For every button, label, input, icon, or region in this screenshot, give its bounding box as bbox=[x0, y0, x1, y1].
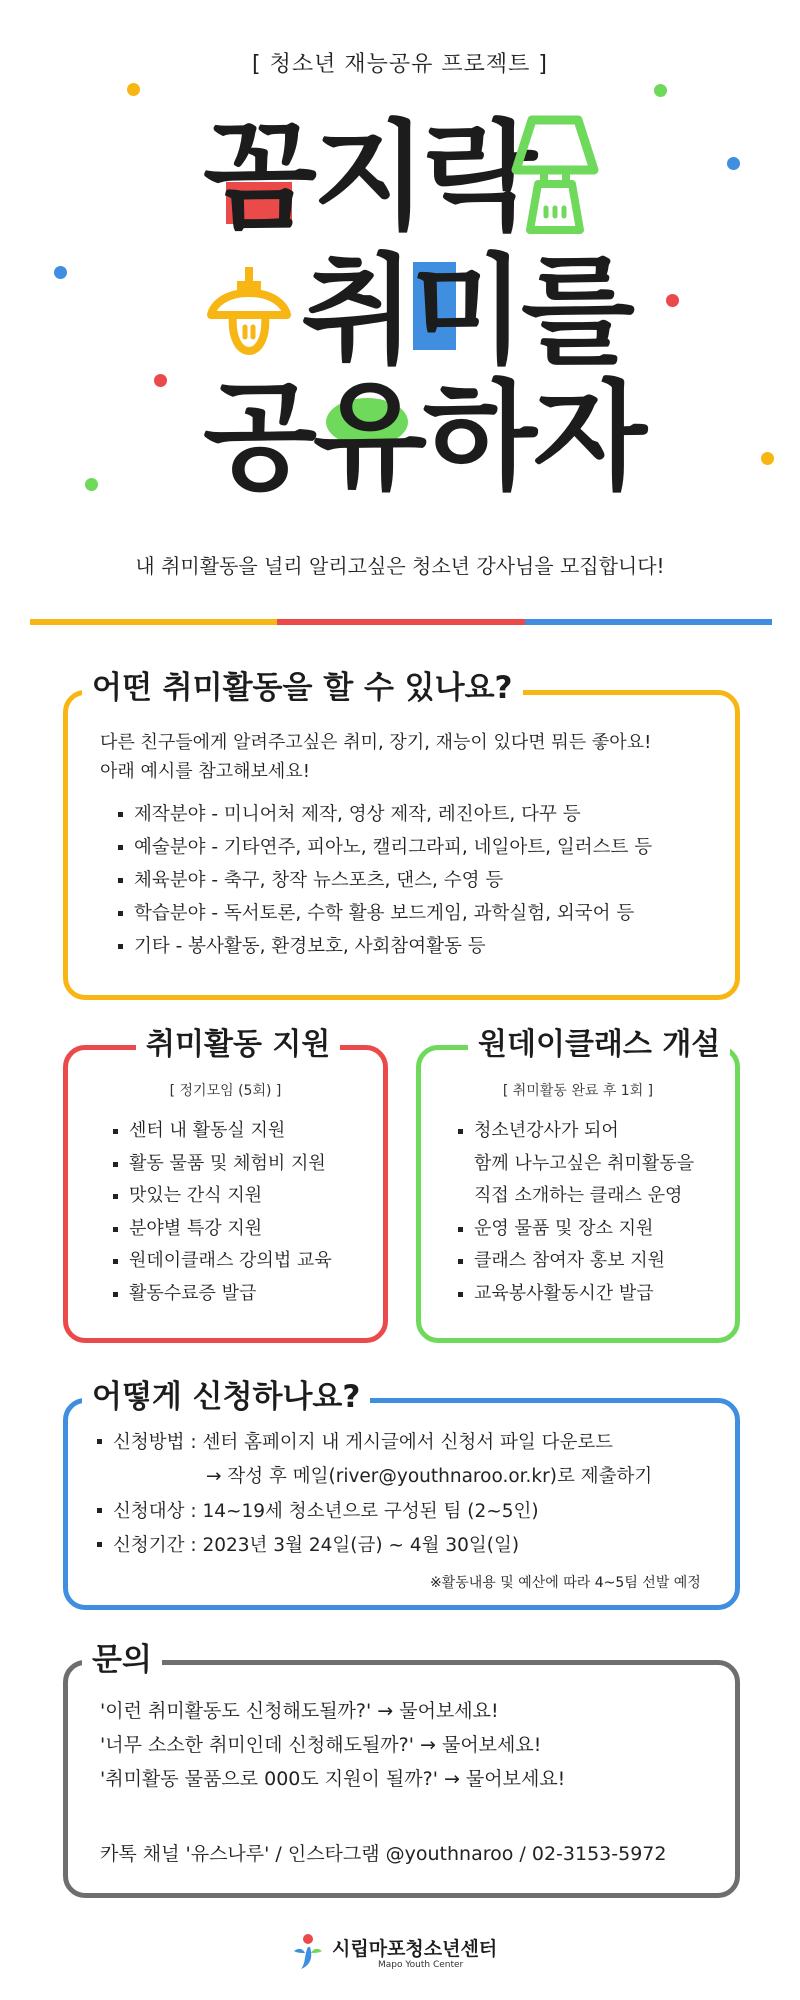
contact-question: '취미활동 물품으로 000도 지원이 될까?' → 물어보세요! bbox=[100, 1768, 566, 1790]
list-item: 예술분야 - 기타연주, 피아노, 캘리그라피, 네일아트, 일러스트 등 bbox=[118, 831, 652, 864]
title-line-3: 공유하자 bbox=[203, 368, 643, 506]
project-subtitle: [ 청소년 재능공유 프로젝트 ] bbox=[252, 52, 548, 77]
title-line-1: 꼼지락 bbox=[203, 108, 533, 246]
ceiling-lamp-icon bbox=[205, 265, 293, 365]
list-item-line: 직접 소개하는 클래스 운영 bbox=[474, 1185, 683, 1206]
list-item: 운영 물품 및 장소 지원 bbox=[458, 1213, 694, 1246]
mapo-youth-center-logo-icon bbox=[291, 1933, 325, 1971]
apply-target: 신청대상 : 14~19세 청소년으로 구성된 팀 (2~5인) bbox=[113, 1497, 539, 1523]
list-item: 맛있는 간식 지원 bbox=[113, 1180, 332, 1213]
activities-intro bbox=[100, 728, 651, 786]
title-line-2: 취미를 bbox=[301, 242, 631, 380]
list-item-line: 함께 나누고싶은 취미활동을 bbox=[474, 1152, 695, 1174]
lead-text: 내 취미활동을 널리 알리고싶은 청소년 강사님을 모집합니다! bbox=[135, 554, 665, 578]
activities-intro-line: 아래 예시를 참고해보세요! bbox=[100, 761, 310, 782]
apply-note: ※활동내용 및 예산에 따라 4~5팀 선발 예정 bbox=[430, 1575, 701, 1591]
support-sub: [ 정기모임 (5회) ] bbox=[169, 1083, 282, 1099]
decorative-dot bbox=[654, 84, 667, 97]
contact-title: 문의 bbox=[82, 1645, 162, 1676]
support-list bbox=[113, 1115, 332, 1310]
contact-question: '너무 소소한 취미인데 신청해도될까?' → 물어보세요! bbox=[100, 1734, 542, 1756]
list-item: 분야별 특강 지원 bbox=[113, 1213, 332, 1246]
color-divider bbox=[30, 619, 772, 625]
apply-period: 신청기간 : 2023년 3월 24일(금) ~ 4월 30일(일) bbox=[113, 1531, 519, 1557]
apply-title: 어떻게 신청하나요? bbox=[82, 1382, 370, 1413]
list-item: 학습분야 - 독서토론, 수학 활용 보드게임, 과학실험, 외국어 등 bbox=[118, 897, 652, 930]
activities-intro-line: 다른 친구들에게 알려주고싶은 취미, 장기, 재능이 있다면 뭐든 좋아요! bbox=[100, 732, 652, 753]
activities-title: 어떤 취미활동을 할 수 있나요? bbox=[82, 673, 523, 704]
apply-method: 신청방법 : 센터 홈페이지 내 게시글에서 신청서 파일 다운로드 bbox=[113, 1428, 613, 1454]
apply-method-cont: → 작성 후 메일(river@youthnaroo.or.kr)로 제출하기 bbox=[206, 1466, 653, 1487]
org-name: 시립마포청소년센터 bbox=[332, 1938, 498, 1960]
list-item: 제작분야 - 미니어처 제작, 영상 제작, 레진아트, 다꾸 등 bbox=[118, 798, 652, 831]
list-item bbox=[458, 1115, 694, 1213]
org-sub: Mapo Youth Center bbox=[378, 1960, 464, 1970]
list-item: 활동수료증 발급 bbox=[113, 1278, 332, 1311]
list-item-line: 청소년강사가 되어 bbox=[474, 1120, 619, 1141]
oneday-title: 원데이클래스 개설 bbox=[468, 1030, 730, 1060]
support-title: 취미활동 지원 bbox=[136, 1030, 340, 1060]
list-item: 원데이클래스 강의법 교육 bbox=[113, 1245, 332, 1278]
oneday-list bbox=[458, 1115, 694, 1310]
list-item: 교육봉사활동시간 발급 bbox=[458, 1278, 694, 1311]
list-item: 기타 - 봉사활동, 환경보호, 사회참여활동 등 bbox=[118, 930, 652, 963]
decorative-dot bbox=[127, 83, 140, 96]
oneday-sub: [ 취미활동 완료 후 1회 ] bbox=[502, 1083, 654, 1099]
list-item: 활동 물품 및 체험비 지원 bbox=[113, 1148, 332, 1181]
list-item: 체육분야 - 축구, 창작 뉴스포츠, 댄스, 수영 등 bbox=[118, 864, 652, 897]
activities-list bbox=[118, 798, 652, 963]
list-item: 센터 내 활동실 지원 bbox=[113, 1115, 332, 1148]
table-lamp-icon bbox=[510, 112, 600, 237]
contact-channels: 카톡 채널 '유스나루' / 인스타그램 @youthnaroo / 02-3153-5972 bbox=[100, 1843, 667, 1865]
contact-question: '이런 취미활동도 신청해도될까?' → 물어보세요! bbox=[100, 1700, 499, 1722]
list-item: 클래스 참여자 홍보 지원 bbox=[458, 1245, 694, 1278]
